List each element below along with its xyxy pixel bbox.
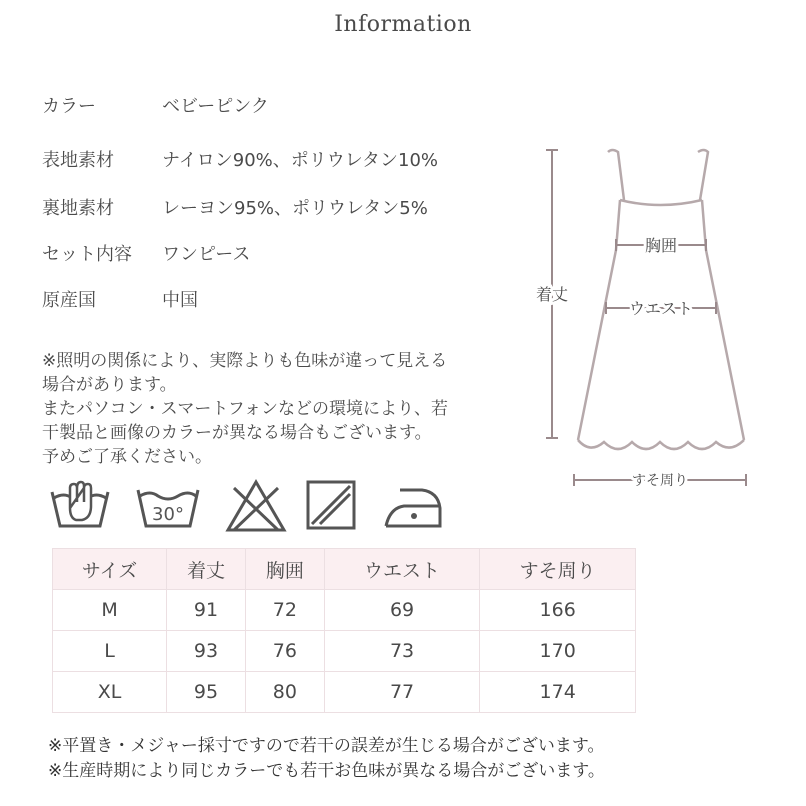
table-cell: 72 [245, 590, 324, 631]
size-table [52, 548, 636, 713]
wash-30-icon [134, 478, 202, 534]
wash-temperature: 30° [152, 504, 184, 525]
table-cell: L [53, 631, 167, 672]
length-label: 着丈 [535, 285, 569, 304]
dry-flat-icon [304, 478, 360, 534]
spec-value: レーヨン95%、ポリウレタン5% [162, 198, 428, 219]
table-header: すそ周り [480, 549, 636, 590]
spec-label: 表地素材 [42, 150, 114, 171]
table-cell: M [53, 590, 167, 631]
spec-value: 中国 [162, 290, 198, 311]
dress-measurement-diagram [520, 140, 780, 500]
spec-value: ワンピース [162, 244, 251, 265]
table-header: 胸囲 [245, 549, 324, 590]
spec-label: カラー [42, 96, 96, 117]
table-header-row [53, 549, 636, 590]
table-cell: XL [53, 672, 167, 713]
table-row [53, 672, 636, 713]
table-cell: 80 [245, 672, 324, 713]
table-row [53, 631, 636, 672]
spec-label: 裏地素材 [42, 198, 114, 219]
measurement-footnotes: ※平置き・メジャー採寸ですので若干の誤差が生じる場合がございます。 ※生産時期により同じカラーでも若干お色味が異なる場合がございます。 [48, 736, 605, 781]
color-notice: ※照明の関係により、実際よりも色味が違って見える 場合があります。 またパソコン・スマートフォンなどの環境により、若 干製品と画像のカラーが異なる場合もございます。 予めご了承ください。 [42, 351, 448, 467]
iron-low-icon [382, 478, 444, 534]
waist-label: ウエスト [628, 299, 694, 318]
hem-label: すそ周り [632, 473, 688, 489]
spec-value: ベビーピンク [162, 96, 269, 117]
no-bleach-icon [224, 478, 288, 534]
table-cell: 174 [480, 672, 636, 713]
table-cell: 77 [324, 672, 480, 713]
table-cell: 76 [245, 631, 324, 672]
spec-label: 原産国 [42, 290, 96, 311]
spec-label: セット内容 [42, 244, 132, 265]
table-row [53, 590, 636, 631]
spec-value: ナイロン90%、ポリウレタン10% [162, 150, 439, 171]
table-cell: 170 [480, 631, 636, 672]
bust-label: 胸囲 [644, 236, 678, 255]
table-header: ウエスト [324, 549, 480, 590]
hand-wash-icon [48, 478, 112, 534]
care-icons [48, 478, 448, 534]
table-cell: 166 [480, 590, 636, 631]
table-cell: 93 [167, 631, 246, 672]
page-title: Information [334, 12, 472, 37]
table-cell: 91 [167, 590, 246, 631]
table-header: サイズ [53, 549, 167, 590]
table-cell: 69 [324, 590, 480, 631]
table-cell: 95 [167, 672, 246, 713]
table-cell: 73 [324, 631, 480, 672]
table-header: 着丈 [167, 549, 246, 590]
